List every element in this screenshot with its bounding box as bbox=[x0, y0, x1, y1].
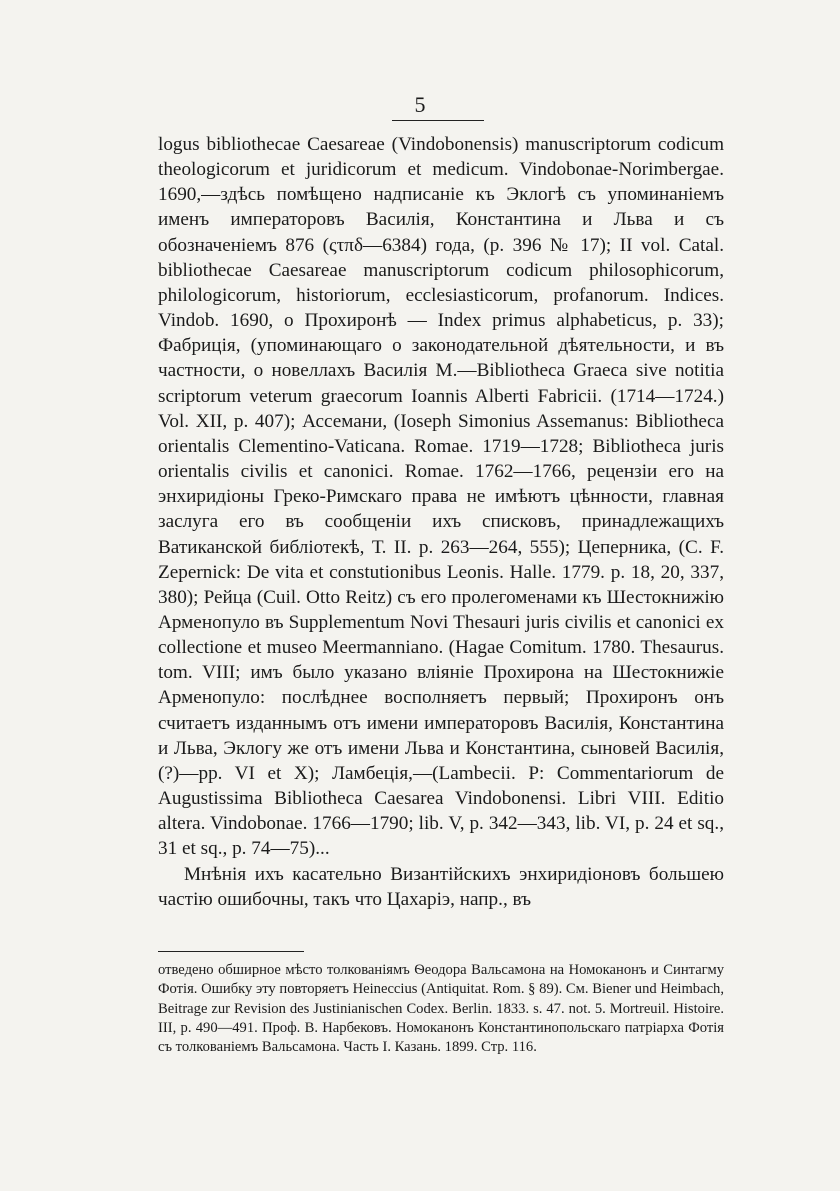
page-number: 5 bbox=[414, 92, 426, 117]
main-paragraph: logus bibliothecae Caesareae (Vindobonensis) manuscriptorum codicum theologicorum et juridicorum et medicum. Vindobonae-Norimbergae. 1690,—здѣсь помѣщено надписаніе къ Эклогѣ съ упоминаніемъ именъ императоровъ Василія, Константина и Льва и съ обозначеніемъ 876 (ςτπδ—6384) года, (р. 396 № 17); II vol. Catal. bibliothecae Caesareae manuscriptorum codicum philosophicorum, philologicorum, historiorum, ecclesiasticorum, profanorum. Indices. Vindob. 1690, о Прохиронѣ — Index primus alphabeticus, p. 33); Фабриція, (упоминающаго о законодательной дѣятельности, и въ частности, о новеллахъ Василія М.—Bibliotheca Graeca sive notitia scriptorum veterum graecorum Ioannis Alberti Fabricii. (1714—1724.) Vol. XII, p. 407); Ассемани, (Ioseph Simonius Assemanus: Bibliotheca orientalis Clementino-Vaticana. Romae. 1719—1728; Bibliotheca juris orientalis civilis et canonici. Romae. 1762—1766, рецензіи его на энхиридіоны Греко-Римскаго права не имѣютъ цѣнности, главная заслуга его въ сообщеніи ихъ списковъ, принадлежащихъ Ватиканской библіотекѣ, Т. II. р. 263—264, 555); Цеперника, (C. F. Zepernick: De vita et constutionibus Leonis. Halle. 1779. p. 18, 20, 337, 380); Рейца (Cuil. Otto Reitz) съ его пролегоменами къ Шестокнижію Арменопуло въ Supplementum Novi Thesauri juris civilis et canonici ex collectione et museo Meermanniano. (Hagae Comitum. 1780. Thesaurus. tom. VIII; имъ было указано вліяніе Прохирона на Шестокнижіе Арменопуло: послѣднее восполняетъ первый; Прохиронъ онъ считаетъ изданнымъ отъ имени императоровъ Василія, Константина и Льва, Эклогу же отъ имени Льва и Константина, сыновей Василія, (?)—pp. VI et X); Ламбеція,—(Lambecii. P: Commentariorum de Augustissima Bibliotheca Caesarea Vindobonensi. Libri VIII. Editio altera. Vindobonae. 1766—1790; lib. V, p. 342—343, lib. VI, p. 24 et sq., 31 et sq., p. 74—75)... bbox=[158, 134, 724, 860]
footnote-rule bbox=[158, 951, 304, 952]
footnote bbox=[158, 961, 724, 1057]
footnote-text: отведено обширное мѣсто толкованіямъ Ѳеодора Вальсамона на Номоканонъ и Синтагму Фотія. Ошибку эту повторяетъ Heineccius (Antiquitat. Rom. § 89). См. Biener und Heimbach, Beitrage zur Revision des Justinianischen Codex. Berlin. 1833. s. 47. not. 5. Mortreuil. Histoire. III, р. 490—491. Проф. В. Нарбековъ. Номоканонъ Константинопольскаго патріарха Фотія съ толкованіемъ Вальсамона. Часть I. Казань. 1899. Стр. 116. bbox=[158, 962, 724, 1056]
page-number-rule bbox=[392, 120, 484, 121]
main-text bbox=[158, 132, 724, 912]
second-paragraph: Мнѣнія ихъ касательно Византійскихъ энхиридіоновъ большею частію ошибочны, такъ что Цахаріэ, напр., въ bbox=[158, 863, 724, 910]
